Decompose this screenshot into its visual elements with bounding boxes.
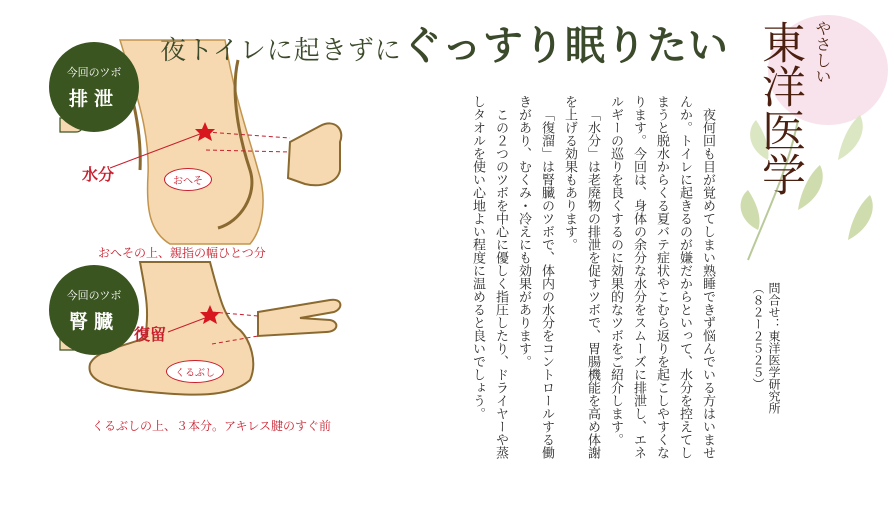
point-label-fukuryu: 復留: [134, 325, 167, 344]
landmark-bubble-ankle: くるぶし: [166, 360, 224, 383]
article-body: [466, 95, 719, 465]
page-title: [160, 14, 729, 71]
contact-info: [750, 282, 782, 414]
title-part1: 夜トイレに起きずに: [160, 36, 402, 66]
contact-phone: （８２ー２５２５）: [751, 282, 765, 390]
fingers-hand-illustration: [258, 300, 340, 336]
title-part2: ぐっすり眠りたい: [401, 22, 729, 69]
body-paragraph: 「復溜」は腎臓のツボで、体内の水分をコントロールする働きがあり、むくみ・冷えにも効果があります。: [516, 95, 554, 459]
point-label-suibun: 水分: [82, 165, 115, 184]
body-paragraph: 夜何回も目が覚めてしまい熟睡できず悩んでいる方はいませんか。トイレに起きるのが嫌だからといって、水分を控えてしまうと脱水からくる夏バテ症状やこむら返りを起こしやすくなります。今回は、身体の余分な水分をスムーズに排泄し、エネルギーの巡りを良くするのに効果的なツボをご紹介します。: [608, 95, 715, 459]
point-caption-1: おへその上、親指の幅ひとつ分: [98, 246, 266, 260]
badge-small-label: 今回のツボ: [66, 289, 122, 302]
contact-label: 問合せ：東洋医学研究所: [767, 282, 781, 414]
body-paragraph: この２つのツボを中心に優しく指圧したり、ドライヤーや蒸しタオルを使い心地よい程度に温めると良いでしょう。: [470, 95, 508, 459]
logo-title: [747, 20, 834, 196]
body-paragraph: 「水分」は老廃物の排泄を促すツボで、胃腸機能を高め体謝を上げる効果もあります。: [562, 95, 600, 459]
point-badge-jinzo: [49, 265, 139, 355]
point-badge-haisetsu: [49, 42, 139, 132]
landmark-bubble-navel: おへそ: [164, 168, 212, 191]
badge-small-label: 今回のツボ: [66, 66, 122, 79]
logo-small: やさしい: [813, 20, 832, 84]
point-caption-2: くるぶしの上、３本分。アキレス腱のすぐ前: [92, 419, 332, 433]
badge-big-label: 排泄: [68, 88, 119, 110]
logo-big: 東洋医学: [754, 20, 805, 196]
badge-big-label: 腎臓: [68, 311, 119, 333]
thumb-hand-illustration: [288, 123, 341, 185]
